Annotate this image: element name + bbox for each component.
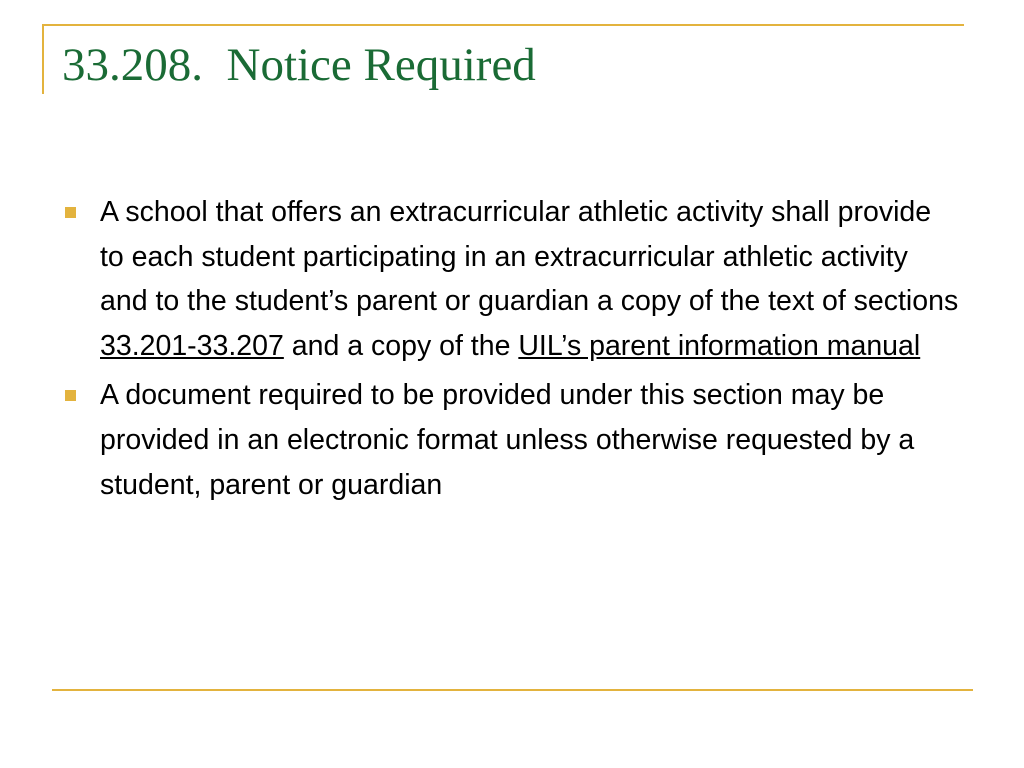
bottom-frame-line xyxy=(52,689,973,691)
bullet-2-text: A document required to be provided under this section may be provided in an electronic format unless otherwise requested by a student, parent or guardian xyxy=(100,379,915,501)
left-frame-line xyxy=(42,24,44,94)
uil-manual-link[interactable]: UIL’s parent information manual xyxy=(518,329,921,362)
bullet-list xyxy=(62,190,962,512)
slide-title: 33.208. Notice Required xyxy=(62,39,536,91)
top-frame-line xyxy=(42,24,964,26)
sections-link[interactable]: 33.201-33.207 xyxy=(100,329,284,362)
bullet-item-1 xyxy=(62,190,962,368)
bullet-1-text-start: A school that offers an extracurricular athletic activity shall provide to each student participating in an extracurricular athletic activity and to the student’s parent or guardian a copy of the text of sections xyxy=(100,196,959,318)
bullet-item-2 xyxy=(62,373,962,507)
square-bullet-icon xyxy=(65,390,76,401)
square-bullet-icon xyxy=(65,207,76,218)
bullet-1-text-middle: and a copy of the xyxy=(283,329,519,362)
